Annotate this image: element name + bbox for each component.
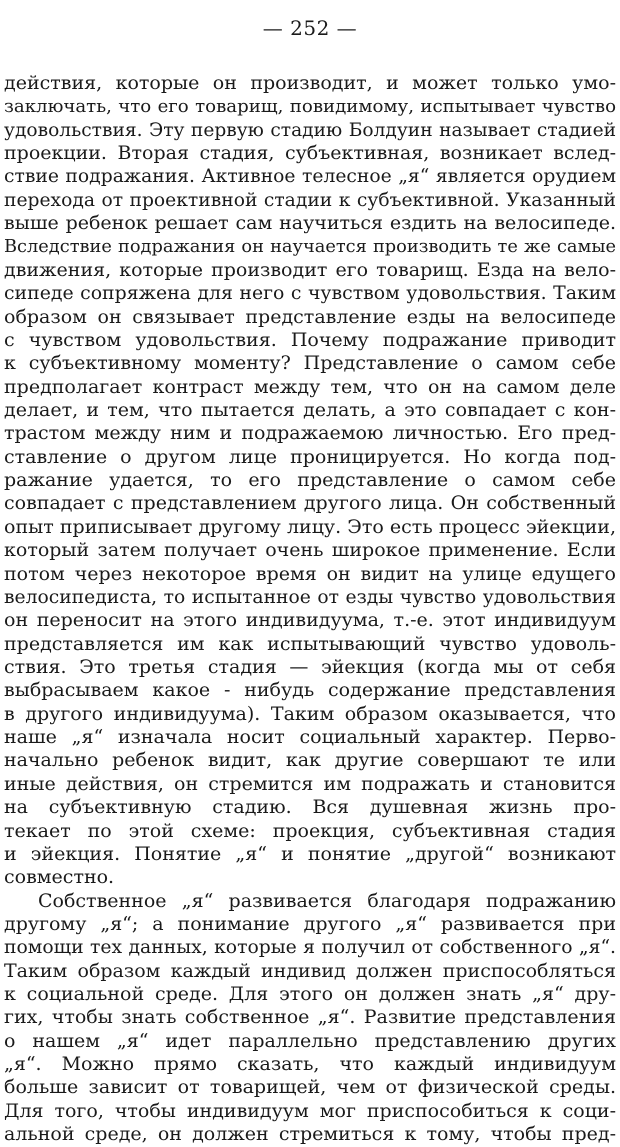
text-line: в другого индивидуума). Таким образом оказывается, что	[4, 702, 616, 725]
text-line: Собственное „я“ развивается благодаря подражанию	[38, 889, 616, 912]
text-line: „я“. Можно прямо сказать, что каждый индивидуум	[4, 1053, 616, 1076]
text-line: ражание удается, то его представление о самом себе	[4, 469, 616, 492]
text-line: движения, которые производит его товарищ. Езда на вело-	[4, 258, 616, 281]
text-line: ставление о другом лице проницируется. Но когда под-	[4, 445, 616, 468]
text-line: ствия. Это третья стадия — эйекция (когда мы от себя	[4, 655, 616, 678]
text-line: к социальной среде. Для этого он должен знать „я“ дру-	[4, 983, 616, 1006]
body-text	[4, 72, 616, 1147]
text-line: он переносит на этого индивидуума, т.-е. этот индивидуум	[4, 609, 616, 632]
text-line: к субъективному моменту? Представление о самом себе	[4, 352, 616, 375]
text-line: удовольствия. Эту первую стадию Болдуин называет стадией	[4, 119, 616, 141]
text-line: действия, которые он производит, и может только умо-	[4, 72, 616, 94]
text-line: Для того, чтобы индивидуум мог приспособиться к соци-	[4, 1099, 616, 1122]
text-line: наше „я“ изначала носит социальный характер. Перво-	[4, 726, 616, 749]
text-line: заключать, что его товарищ, повидимому, испытывает чувство	[4, 96, 616, 118]
text-line: представляется им как испытывающий чувство удоволь-	[4, 632, 616, 655]
text-line: опыт приписывает другому лицу. Это есть процесс эйекции,	[4, 515, 616, 538]
text-line: предполагает контраст между тем, что он на самом деле	[4, 375, 616, 398]
text-line: сипеде сопряжена для него с чувством удовольствия. Таким	[4, 282, 616, 305]
text-line: проекции. Вторая стадия, субъективная, возникает вслед-	[4, 142, 616, 165]
text-line: который затем получает очень широкое применение. Если	[4, 539, 616, 562]
text-line: с чувством удовольствия. Почему подражание приводит	[4, 328, 616, 351]
text-line: Таким образом каждый индивид должен приспособляться	[4, 959, 616, 982]
text-line: перехода от проективной стадии к субъективной. Указанный	[4, 189, 616, 211]
text-line: на субъективную стадию. Вся душевная жизнь про-	[4, 796, 616, 819]
page-number: — 252 —	[262, 16, 358, 40]
text-line: другому „я“; а понимание другого „я“ развивается при	[4, 912, 616, 935]
text-line: начально ребенок видит, как другие совершают те или	[4, 749, 616, 772]
text-line: помощи тех данных, которые я получил от собственного „я“.	[4, 937, 616, 959]
text-line: совместно.	[4, 866, 115, 889]
text-line: текает по этой схеме: проекция, субъективная стадия	[4, 819, 616, 842]
text-line: велосипедиста, то испытанное от езды чувство удовольствия	[4, 586, 616, 608]
text-line: больше зависит от товарищей, чем от физической среды.	[4, 1076, 616, 1099]
text-line: о нашем „я“ идет параллельно представлению других	[4, 1029, 616, 1052]
text-line: гих, чтобы знать собственное „я“. Развитие представления	[4, 1006, 616, 1029]
text-line: ствие подражания. Активное телесное „я“ является орудием	[4, 166, 616, 188]
text-line: и эйекция. Понятие „я“ и понятие „другой“ возникают	[4, 842, 616, 865]
text-line: выбрасываем какое - нибудь содержание представления	[4, 679, 616, 702]
text-line: образом он связывает представление езды на велосипеде	[4, 305, 616, 328]
text-line: Вследствие подражания он научается производить те же самые	[4, 236, 616, 257]
text-line: потом через некоторое время он видит на улице едущего	[4, 562, 616, 585]
text-line: трастом между ним и подражаемою личностью. Его пред-	[4, 422, 616, 445]
text-line: выше ребенок решает сам научиться ездить на велосипеде.	[4, 212, 616, 235]
text-line: иные действия, он стремится им подражать и становится	[4, 772, 616, 795]
text-line: делает, и тем, что пытается делать, а это совпадает с кон-	[4, 399, 616, 422]
text-line: альной среде, он должен стремиться к тому, чтобы пред-	[4, 1123, 616, 1146]
text-line: совпадает с представлением другого лица. Он собственный	[4, 492, 616, 515]
